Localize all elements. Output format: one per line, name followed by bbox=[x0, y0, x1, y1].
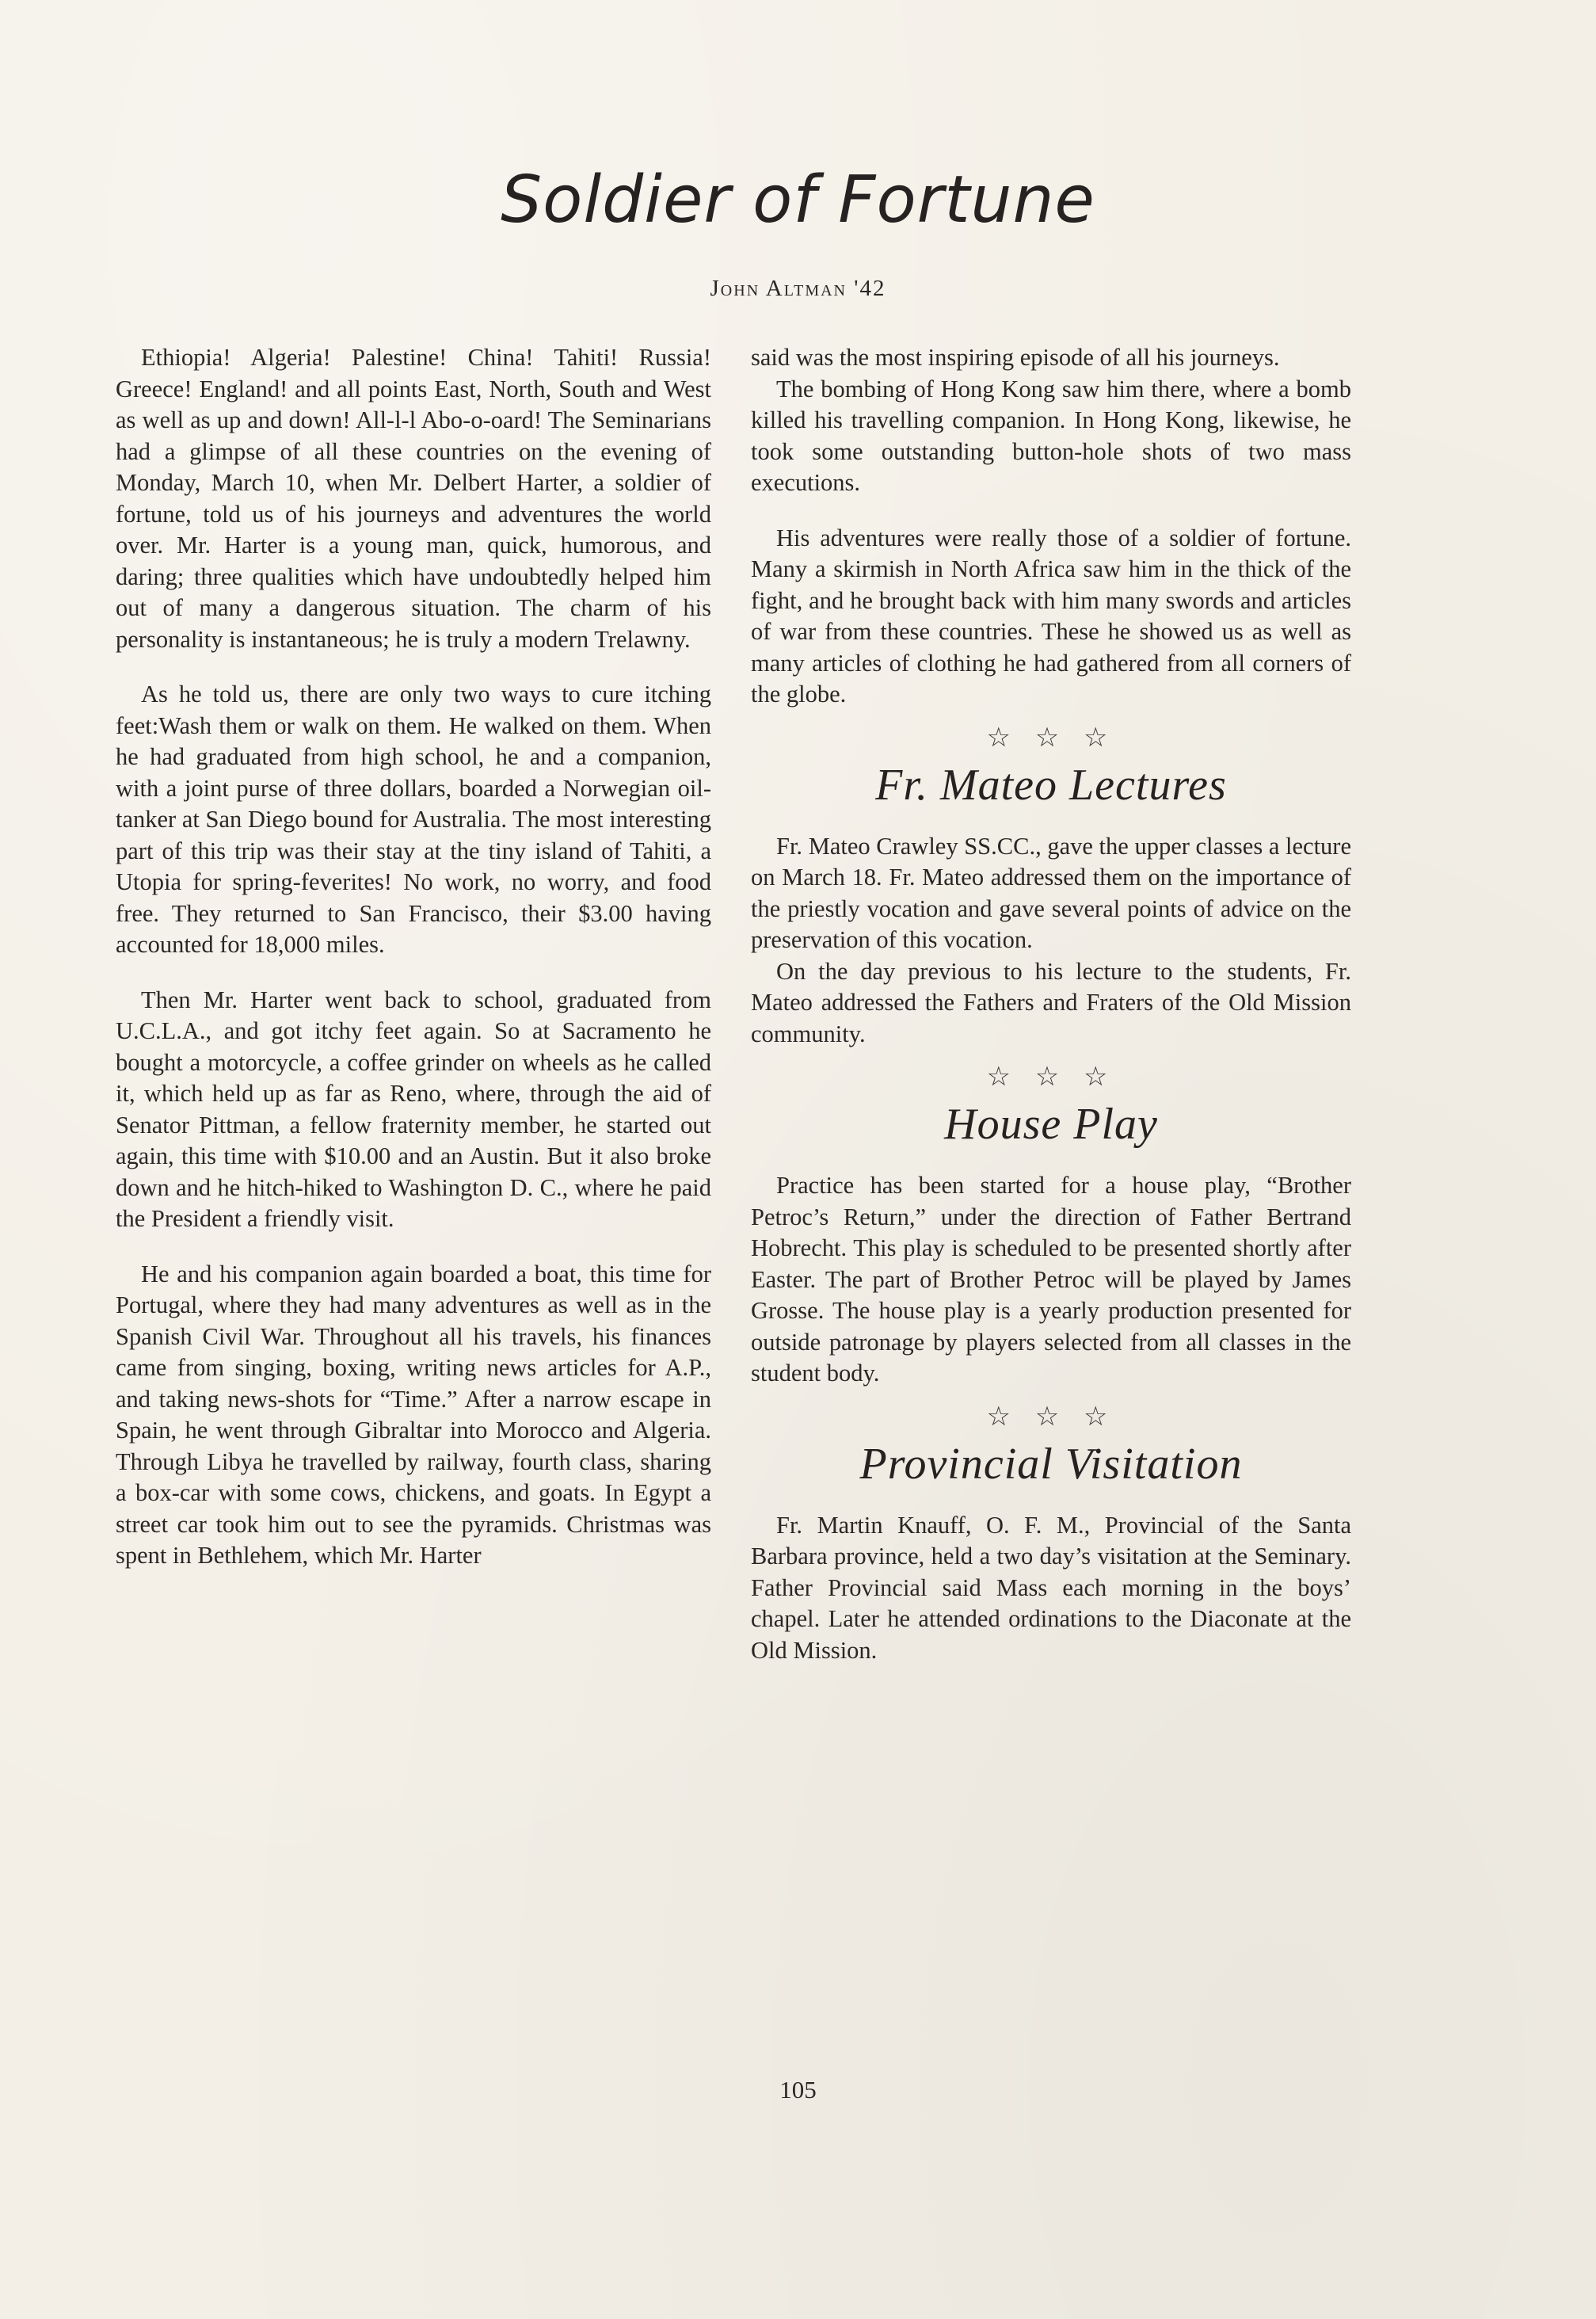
section-paragraph: Fr. Mateo Crawley SS.CC., gave the upper classes a lecture on March 18. Fr. Mateo addressed them on the importance of the priestly vocation and gave several points of advice on the preservation of this vocation. bbox=[751, 832, 1351, 953]
article-paragraph: Then Mr. Harter went back to school, graduated from U.C.L.A., and got itchy feet again. So at Sacramento he bought a motorcycle, a coffee grinder on wheels as he called it, which held up as far as Reno, where, through the aid of Senator Pittman, a fellow fraternity member, he started out again, this time with $10.00 and an Austin. But it also broke down and he hitch-hiked to Washington D. C., where he paid the President a friendly visit. bbox=[116, 986, 711, 1232]
star-separator: ☆ ☆ ☆ bbox=[986, 721, 1116, 753]
article-paragraph: Ethiopia! Algeria! Palestine! China! Tahiti! Russia! Greece! England! and all points East, North, South and West as well as up and down! All-l-l Abo-o-oard! The Seminarians had a glimpse of all these countries on the evening of Monday, March 10, when Mr. Delbert Harter, a soldier of fortune, told us of his journeys and adventures the world over. Mr. Harter is a young man, quick, humorous, and daring; three qualities which have undoubtedly helped him out of many a dangerous situation. The charm of his personality is instantaneous; he is truly a modern Trelawny. bbox=[116, 344, 711, 653]
star-separator: ☆ ☆ ☆ bbox=[986, 1061, 1116, 1093]
section-paragraph: Fr. Martin Knauff, O. F. M., Provincial of the Santa Barbara province, held a two day’s visitation at the Seminary. Father Provincial said Mass each morning in the boys’ chapel. Later he attended ordinations to the Diaconate at the Old Mission. bbox=[751, 1511, 1351, 1664]
article-paragraph-continued: said was the most inspiring episode of all his journeys. bbox=[751, 344, 1280, 371]
page-number: 105 bbox=[779, 2076, 817, 2104]
article-paragraph: His adventures were really those of a soldier of fortune. Many a skirmish in North Africa saw him in the thick of the fight, and he brought back with him many swords and articles of war from these countries. These he showed us as well as many articles of clothing he had gathered from all corners of the globe. bbox=[751, 524, 1351, 708]
article-paragraph: The bombing of Hong Kong saw him there, where a bomb killed his travelling companion. In Hong Kong, likewise, he took some outstanding button-hole shots of two mass executions. bbox=[751, 375, 1351, 496]
left-column bbox=[116, 342, 711, 1572]
section-paragraph: On the day previous to his lecture to the students, Fr. Mateo addressed the Fathers and Fraters of the Old Mission community. bbox=[751, 957, 1351, 1047]
star-separator: ☆ ☆ ☆ bbox=[986, 1400, 1116, 1432]
section-paragraph: Practice has been started for a house play, “Brother Petroc’s Return,” under the direction of Father Bertrand Hobrecht. This play is scheduled to be presented shortly after Easter. The part of Brother Petroc will be played by James Grosse. The house play is a yearly production presented for outside patronage by players selected from all classes in the student body. bbox=[751, 1172, 1351, 1386]
section-title-provincial-visitation: Provincial Visitation bbox=[859, 1439, 1243, 1489]
section-title-mateo-lectures: Fr. Mateo Lectures bbox=[875, 760, 1227, 810]
article-title: Soldier of Fortune bbox=[501, 162, 1095, 238]
article-paragraph: As he told us, there are only two ways to cure itching feet:Wash them or walk on them. He walked on them. When he had graduated from high school, he and a companion, with a joint purse of three dollars, boarded a Norwegian oil-tanker at San Diego bound for Australia. The most interesting part of this trip was their stay at the tiny island of Tahiti, a Utopia for spring-feverites! No work, no worry, and food free. They returned to San Francisco, their $3.00 having accounted for 18,000 miles. bbox=[116, 681, 711, 958]
right-column bbox=[751, 342, 1351, 1666]
article-paragraph: He and his companion again boarded a boat, this time for Portugal, where they had many adventures as well as in the Spanish Civil War. Throughout all his travels, his finances came from singing, boxing, writing news articles for A.P., and taking news-shots for “Time.” After a narrow escape in Spain, he went through Gibraltar into Morocco and Algeria. Through Libya he travelled by railway, fourth class, sharing a box-car with some cows, chickens, and goats. In Egypt a street car took him out to see the pyramids. Christmas was spent in Bethlehem, which Mr. Harter bbox=[116, 1260, 711, 1569]
article-byline: John Altman '42 bbox=[710, 276, 886, 301]
section-title-house-play: House Play bbox=[944, 1100, 1158, 1149]
